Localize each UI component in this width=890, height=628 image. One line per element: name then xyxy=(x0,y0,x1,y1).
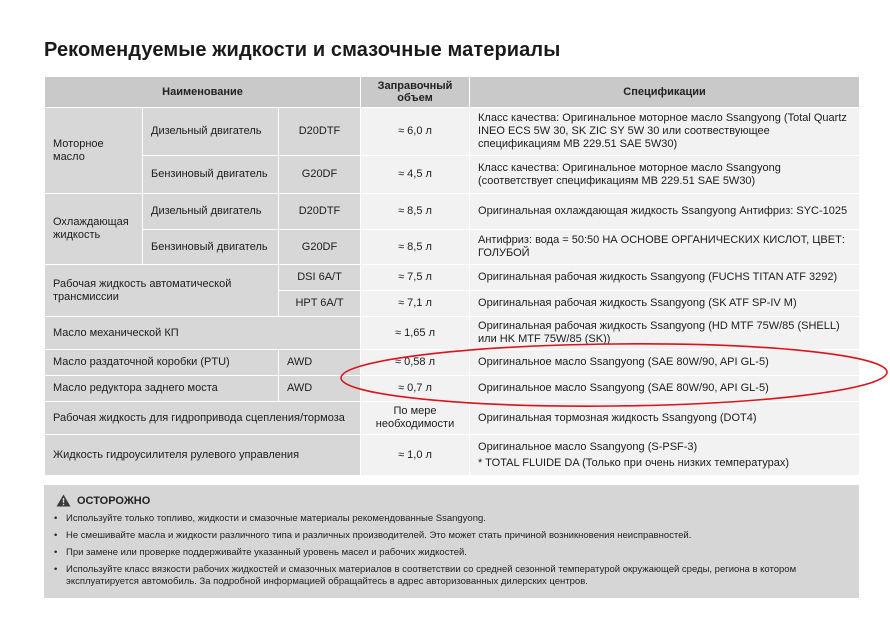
coolant-diesel-type: Дизельный двигатель xyxy=(143,194,279,230)
table-row xyxy=(45,376,860,402)
header-volume: Заправочный объем xyxy=(361,77,470,108)
coolant-petrol-volume: ≈ 8,5 л xyxy=(361,230,470,265)
engine-oil-petrol-code: G20DF xyxy=(279,156,361,194)
rear-axle-volume: ≈ 0,7 л xyxy=(361,376,470,402)
brake-spec: Оригинальная тормозная жидкость Ssangyong (DOT4) xyxy=(470,402,860,435)
table-header-row xyxy=(45,77,860,108)
steering-volume: ≈ 1,0 л xyxy=(361,435,470,476)
coolant-diesel-code: D20DTF xyxy=(279,194,361,230)
steering-spec-line-2: * TOTAL FLUIDE DA (Только при очень низких температурах) xyxy=(478,456,790,469)
caution-item: • При замене или проверке поддерживайте указанный уровень масел и рабочих жидкостей. xyxy=(52,547,847,559)
table-row xyxy=(45,317,860,350)
table-row xyxy=(45,402,860,435)
rear-axle-spec: Оригинальное масло Ssangyong (SAE 80W/90, API GL-5) xyxy=(470,376,860,402)
atf-dsi-spec: Оригинальная рабочая жидкость Ssangyong (FUCHS TITAN ATF 3292) xyxy=(470,265,860,291)
rear-axle-label: Масло редуктора заднего моста xyxy=(45,376,279,402)
steering-spec-line-1: Оригинальное масло Ssangyong (S-PSF-3) xyxy=(478,440,698,453)
header-name: Наименование xyxy=(45,77,361,108)
ptu-label: Масло раздаточной коробки (PTU) xyxy=(45,350,279,376)
engine-oil-petrol-type: Бензиновый двигатель xyxy=(143,156,279,194)
brake-label: Рабочая жидкость для гидропривода сцепления/тормоза xyxy=(45,402,361,435)
manual-label: Масло механической КП xyxy=(45,317,361,350)
coolant-diesel-volume: ≈ 8,5 л xyxy=(361,194,470,230)
caution-box xyxy=(44,485,859,598)
engine-oil-diesel-spec: Класс качества: Оригинальное моторное масло Ssangyong (Total Quartz INEO ECS 5W 30, SK ZIC SY 5W 30 или соотвествующее спецификациям MB 229.51 SAE 5W30) xyxy=(470,108,860,156)
warning-triangle-icon xyxy=(56,494,71,507)
table-row xyxy=(45,435,860,476)
atf-dsi-code: DSI 6A/T xyxy=(279,265,361,291)
steering-spec xyxy=(470,435,860,476)
caution-item: • Используйте только топливо, жидкости и смазочные материалы рекомендованные Ssangyong. xyxy=(52,513,847,525)
coolant-petrol-code: G20DF xyxy=(279,230,361,265)
atf-hpt-volume: ≈ 7,1 л xyxy=(361,291,470,317)
engine-oil-diesel-code: D20DTF xyxy=(279,108,361,156)
table-row xyxy=(45,265,860,291)
header-spec: Спецификации xyxy=(470,77,860,108)
table-row xyxy=(45,194,860,230)
engine-oil-petrol-volume: ≈ 4,5 л xyxy=(361,156,470,194)
caution-list xyxy=(52,513,847,593)
brake-volume: По мере необходимости xyxy=(361,402,470,435)
ptu-code: AWD xyxy=(279,350,361,376)
engine-oil-diesel-type: Дизельный двигатель xyxy=(143,108,279,156)
coolant-petrol-spec: Антифриз: вода = 50:50 НА ОСНОВЕ ОРГАНИЧЕСКИХ КИСЛОТ, ЦВЕТ: ГОЛУБОЙ xyxy=(470,230,860,265)
coolant-label: Охлаждающая жидкость xyxy=(45,194,143,265)
page-title: Рекомендуемые жидкости и смазочные материалы xyxy=(44,39,561,61)
table-row xyxy=(45,156,860,194)
steering-label: Жидкость гидроусилителя рулевого управления xyxy=(45,435,361,476)
caution-title xyxy=(56,494,150,507)
coolant-diesel-spec: Оригинальная охлаждающая жидкость Ssangyong Антифриз: SYC-1025 xyxy=(470,194,860,230)
table-row xyxy=(45,230,860,265)
engine-oil-label: Моторное масло xyxy=(45,108,143,194)
manual-spec: Оригинальная рабочая жидкость Ssangyong (HD MTF 75W/85 (SHELL) или HK MTF 75W/85 (SK)) xyxy=(470,317,860,350)
coolant-petrol-type: Бензиновый двигатель xyxy=(143,230,279,265)
caution-item: • Используйте класс вязкости рабочих жидкостей и смазочных материалов в соответствии со средней сезонной температурой окружающей среды, региона в котором эксплуатируется автомобиль. За подробной информацией обращайтесь в адрес авторизованных дилерских центров. xyxy=(52,564,847,588)
table-row xyxy=(45,108,860,156)
manual-volume: ≈ 1,65 л xyxy=(361,317,470,350)
rear-axle-code: AWD xyxy=(279,376,361,402)
ptu-volume: ≈ 0,58 л xyxy=(361,350,470,376)
ptu-spec: Оригинальное масло Ssangyong (SAE 80W/90, API GL-5) xyxy=(470,350,860,376)
engine-oil-petrol-spec: Класс качества: Оригинальное моторное масло Ssangyong (соответствует спецификациям MB 229.51 SAE 5W30) xyxy=(470,156,860,194)
caution-item: • Не смешивайте масла и жидкости различного типа и различных производителей. Это может стать причиной возникновения неисправностей. xyxy=(52,530,847,542)
atf-hpt-code: HPT 6A/T xyxy=(279,291,361,317)
table-row xyxy=(45,350,860,376)
atf-label: Рабочая жидкость автоматической трансмиссии xyxy=(45,265,279,317)
caution-title-text: ОСТОРОЖНО xyxy=(77,494,151,507)
fluids-table xyxy=(44,76,860,476)
atf-hpt-spec: Оригинальная рабочая жидкость Ssangyong (SK ATF SP-IV M) xyxy=(470,291,860,317)
atf-dsi-volume: ≈ 7,5 л xyxy=(361,265,470,291)
engine-oil-diesel-volume: ≈ 6,0 л xyxy=(361,108,470,156)
